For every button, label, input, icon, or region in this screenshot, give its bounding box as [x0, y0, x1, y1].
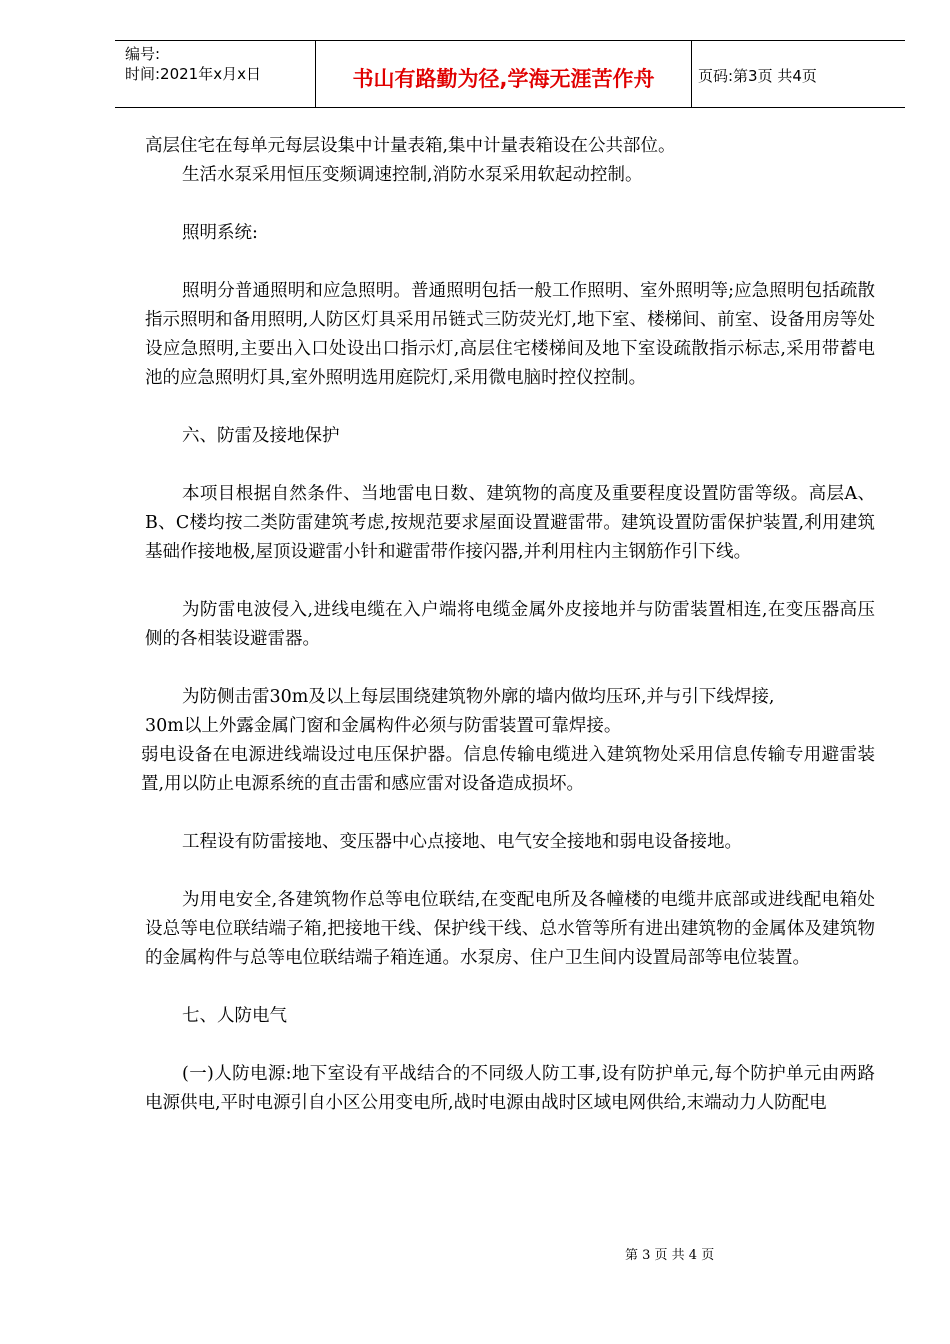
- paragraph-side-strike-1: 为防侧击雷30m及以上每层围绕建筑物外廓的墙内做均压环,并与引下线焊接,: [182, 687, 775, 707]
- page-footer: 第 3 页 共 4 页: [625, 1248, 715, 1263]
- serial-label: 编号:: [125, 45, 161, 63]
- motto-text: 书山有路勤为径,学海无涯苦作舟: [352, 67, 655, 91]
- header-info-cell: [115, 41, 315, 107]
- heading-lighting-system: 照明系统:: [182, 223, 258, 243]
- paragraph-surge-protection: 为防雷电波侵入,进线电缆在入户端将电缆金属外皮接地并与防雷装置相连,在变压器高压侧的各相装设避雷器。: [145, 600, 875, 649]
- paragraph-metering: 高层住宅在每单元每层设集中计量表箱,集中计量表箱设在公共部位。: [145, 136, 676, 156]
- heading-lightning-protection: 六、防雷及接地保护: [182, 426, 340, 446]
- header-motto-cell: [315, 41, 692, 107]
- paragraph-lighting: 照明分普通照明和应急照明。普通照明包括一般工作照明、室外照明等;应急照明包括疏散指示照明和备用照明,人防区灯具采用吊链式三防荧光灯,地下室、楼梯间、前室、设备用房等处设应急照明,主要出入口处设出口指示灯,高层住宅楼梯间及地下室设疏散指示标志,采用带蓄电池的应急照明灯具,室外照明选用庭院灯,采用微电脑时控仪控制。: [145, 281, 875, 388]
- document-body: [141, 132, 875, 1118]
- paragraph-side-strike-2: 30m以上外露金属门窗和金属构件必须与防雷装置可靠焊接。: [145, 716, 622, 736]
- paragraph-equipotential: 为用电安全,各建筑物作总等电位联结,在变配电所及各幢楼的电缆井底部或进线配电箱处设总等电位联结端子箱,把接地干线、保护线干线、总水管等所有进出建筑物的金属体及建筑物的金属构件与总等电位联结端子箱连通。水泵房、住户卫生间内设置局部等电位装置。: [145, 890, 875, 968]
- page-number-label: 页码:第3页 共4页: [698, 67, 817, 85]
- paragraph-civil-defense-power: (一)人防电源:地下室设有平战结合的不同级人防工事,设有防护单元,每个防护单元由两路电源供电,平时电源引自小区公用变电所,战时电源由战时区域电网供给,末端动力人防配电: [145, 1064, 875, 1113]
- paragraph-weak-current: 弱电设备在电源进线端设过电压保护器。信息传输电缆进入建筑物处采用信息传输专用避雷装置,用以防止电源系统的直击雷和感应雷对设备造成损坏。: [141, 745, 875, 794]
- paragraph-grounding: 工程设有防雷接地、变压器中心点接地、电气安全接地和弱电设备接地。: [182, 832, 742, 852]
- header-page-cell: [690, 41, 905, 107]
- paragraph-pump-control: 生活水泵采用恒压变频调速控制,消防水泵采用软起动控制。: [182, 165, 643, 185]
- time-label: 时间:2021年x月x日: [125, 65, 261, 83]
- paragraph-protection-level: 本项目根据自然条件、当地雷电日数、建筑物的高度及重要程度设置防雷等级。高层A、B、C楼均按二类防雷建筑考虑,按规范要求屋面设置避雷带。建筑设置防雷保护装置,利用建筑基础作接地极,屋顶设避雷小针和避雷带作接闪器,并利用柱内主钢筋作引下线。: [145, 484, 875, 562]
- page-header: [115, 40, 905, 108]
- heading-civil-defense: 七、人防电气: [182, 1006, 287, 1026]
